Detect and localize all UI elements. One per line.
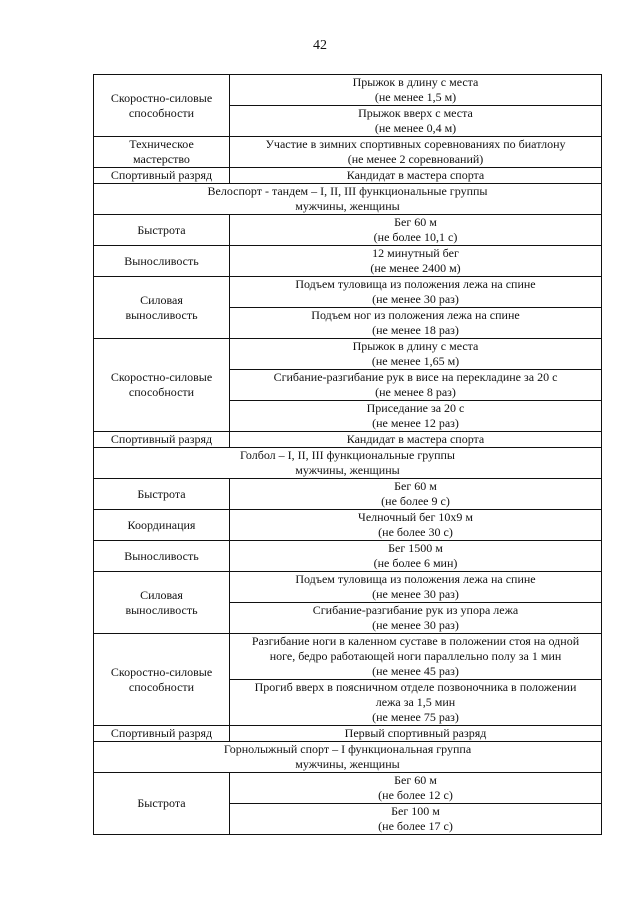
ability-category: Спортивный разряд [94,726,230,742]
test-standard: Бег 60 м (не более 9 с) [230,479,602,510]
table-row [94,479,602,510]
ability-category: Силовая выносливость [94,572,230,634]
test-standard: Бег 100 м (не более 17 с) [230,804,602,835]
ability-category: Скоростно-силовые способности [94,75,230,137]
ability-category: Скоростно-силовые способности [94,634,230,726]
table-row [94,137,602,168]
test-standard: Бег 1500 м (не более 6 мин) [230,541,602,572]
test-standard: Разгибание ноги в каленном суставе в положении стоя на одной ноге, бедро работающей ноги параллельно полу за 1 мин (не менее 45 раз) [230,634,602,680]
table-row [94,510,602,541]
table-row [94,215,602,246]
test-standard: Прыжок в длину с места (не менее 1,5 м) [230,75,602,106]
table-row [94,339,602,370]
section-header-row [94,184,602,215]
test-standard: Сгибание-разгибание рук из упора лежа (не менее 30 раз) [230,603,602,634]
ability-category: Выносливость [94,246,230,277]
ability-category: Быстрота [94,215,230,246]
test-standard: Сгибание-разгибание рук в висе на перекладине за 20 с (не менее 8 раз) [230,370,602,401]
table-row [94,432,602,448]
section-header-row [94,448,602,479]
section-header: Горнолыжный спорт – I функциональная группа мужчины, женщины [94,742,602,773]
test-standard: 12 минутный бег (не менее 2400 м) [230,246,602,277]
table-row [94,726,602,742]
test-standard: Кандидат в мастера спорта [230,432,602,448]
table-row [94,541,602,572]
test-standard: Кандидат в мастера спорта [230,168,602,184]
page-number: 42 [313,38,327,53]
ability-category: Скоростно-силовые способности [94,339,230,432]
test-standard: Участие в зимних спортивных соревнованиях по биатлону (не менее 2 соревнований) [230,137,602,168]
standards-table [93,74,602,835]
section-header: Голбол – I, II, III функциональные группы мужчины, женщины [94,448,602,479]
test-standard: Бег 60 м (не более 10,1 с) [230,215,602,246]
test-standard: Приседание за 20 с (не менее 12 раз) [230,401,602,432]
table-row [94,572,602,603]
test-standard: Бег 60 м (не более 12 с) [230,773,602,804]
section-header-row [94,742,602,773]
test-standard: Подъем туловища из положения лежа на спине (не менее 30 раз) [230,572,602,603]
ability-category: Координация [94,510,230,541]
section-header: Велоспорт - тандем – I, II, III функциональные группы мужчины, женщины [94,184,602,215]
ability-category: Быстрота [94,479,230,510]
table-row [94,246,602,277]
ability-category: Спортивный разряд [94,168,230,184]
test-standard: Подъем ног из положения лежа на спине (не менее 18 раз) [230,308,602,339]
ability-category: Быстрота [94,773,230,835]
table-row [94,277,602,308]
test-standard: Челночный бег 10х9 м (не более 30 с) [230,510,602,541]
test-standard: Первый спортивный разряд [230,726,602,742]
ability-category: Техническое мастерство [94,137,230,168]
table-row [94,75,602,106]
table-row [94,634,602,680]
ability-category: Спортивный разряд [94,432,230,448]
ability-category: Выносливость [94,541,230,572]
test-standard: Прыжок в длину с места (не менее 1,65 м) [230,339,602,370]
test-standard: Подъем туловища из положения лежа на спине (не менее 30 раз) [230,277,602,308]
test-standard: Прогиб вверх в поясничном отделе позвоночника в положении лежа за 1,5 мин (не менее 75 раз) [230,680,602,726]
test-standard: Прыжок вверх с места (не менее 0,4 м) [230,106,602,137]
ability-category: Силовая выносливость [94,277,230,339]
table-row [94,168,602,184]
table-row [94,773,602,804]
